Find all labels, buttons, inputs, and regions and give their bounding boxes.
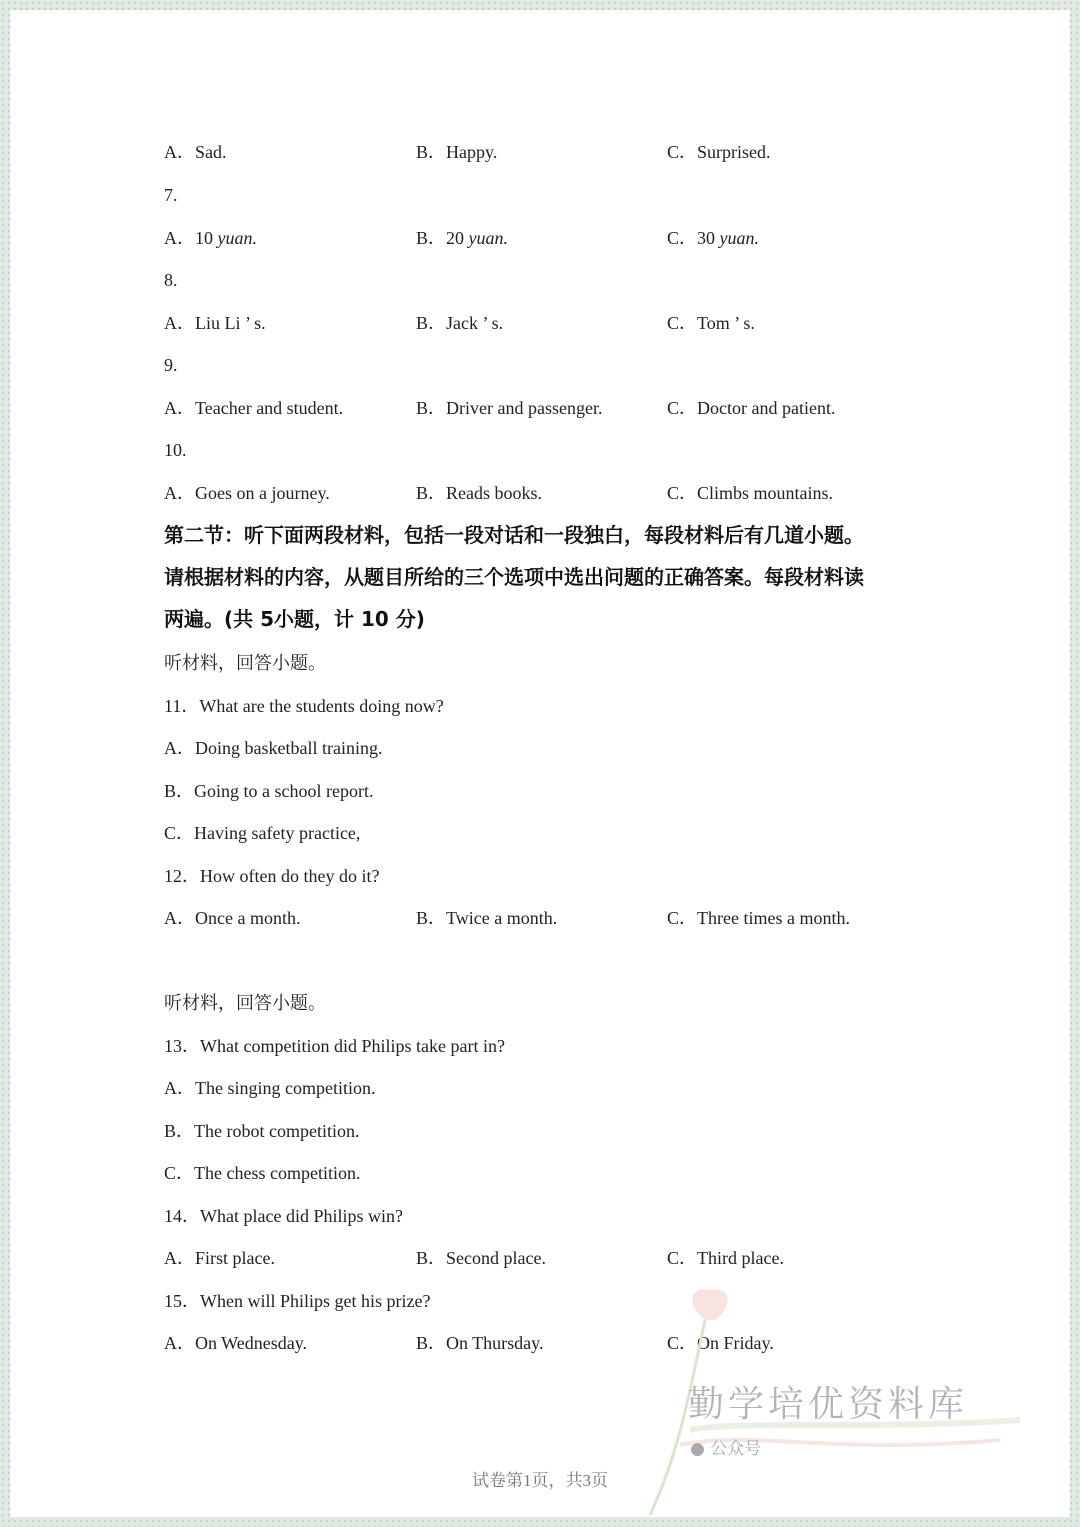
page-footer: 试卷第1页，共3页: [472, 1471, 608, 1490]
option-a: A．Once a month.: [164, 908, 301, 928]
q13-option-a: A．The singing competition.: [164, 1078, 376, 1098]
q13-option-c: C．The chess competition.: [164, 1163, 361, 1183]
option-b: B．20 yuan.: [416, 228, 509, 248]
q11-option-b: B．Going to a school report.: [164, 781, 374, 801]
option-c: C．Doctor and patient.: [667, 398, 836, 418]
group2-intro: 听材料，回答小题。: [164, 993, 326, 1013]
option-a: A．On Wednesday.: [164, 1333, 308, 1353]
option-a: A．Sad.: [164, 142, 227, 162]
q13-stem: 13．What competition did Philips take part in?: [164, 1036, 505, 1056]
group1-intro: 听材料，回答小题。: [164, 653, 326, 673]
option-c: C．Third place.: [667, 1248, 784, 1268]
option-c: C．Climbs mountains.: [667, 483, 834, 503]
q15-stem: 15．When will Philips get his prize?: [164, 1291, 431, 1311]
section-heading-line2: 请根据材料的内容，从题目所给的三个选项中选出问题的正确答案。每段材料读: [164, 565, 864, 589]
q11-stem: 11．What are the students doing now?: [164, 696, 444, 716]
option-c: C．Tom ’ s.: [667, 313, 755, 333]
option-a: A．Liu Li ’ s.: [164, 313, 266, 333]
option-c: C．On Friday.: [667, 1333, 774, 1353]
watermark-title: 勤学培优资料库: [688, 1384, 969, 1425]
q11-option-a: A．Doing basketball training.: [164, 738, 383, 758]
option-c: C．Surprised.: [667, 142, 771, 162]
option-c: C．30 yuan.: [667, 228, 760, 248]
q11-option-c: C．Having safety practice,: [164, 823, 361, 843]
option-a: A．10 yuan.: [164, 228, 257, 248]
option-a: A．Teacher and student.: [164, 398, 344, 418]
section-heading-line3: 两遍。(共 5小题，计 10 分): [164, 607, 425, 631]
option-b: B．Second place.: [416, 1248, 546, 1268]
q13-option-b: B．The robot competition.: [164, 1121, 360, 1141]
q10-number: 10.: [164, 440, 187, 460]
q7-number: 7.: [164, 185, 178, 205]
q9-number: 9.: [164, 355, 178, 375]
section-heading-line1: 第二节：听下面两段材料，包括一段对话和一段独白，每段材料后有几道小题。: [164, 523, 864, 547]
watermark-subtitle: ● 公众号: [690, 1439, 762, 1459]
option-a: A．Goes on a journey.: [164, 483, 330, 503]
q14-stem: 14．What place did Philips win?: [164, 1206, 403, 1226]
section-heading: [164, 514, 934, 640]
option-c: C．Three times a month.: [667, 908, 850, 928]
option-b: B．Happy.: [416, 142, 498, 162]
option-b: B．Driver and passenger.: [416, 398, 603, 418]
q12-stem: 12．How often do they do it?: [164, 866, 380, 886]
wechat-icon: ●: [690, 1439, 711, 1459]
q8-number: 8.: [164, 270, 178, 290]
option-b: B．Reads books.: [416, 483, 542, 503]
option-a: A．First place.: [164, 1248, 275, 1268]
option-b: B．Jack ’ s.: [416, 313, 504, 333]
option-b: B．Twice a month.: [416, 908, 558, 928]
option-b: B．On Thursday.: [416, 1333, 544, 1353]
